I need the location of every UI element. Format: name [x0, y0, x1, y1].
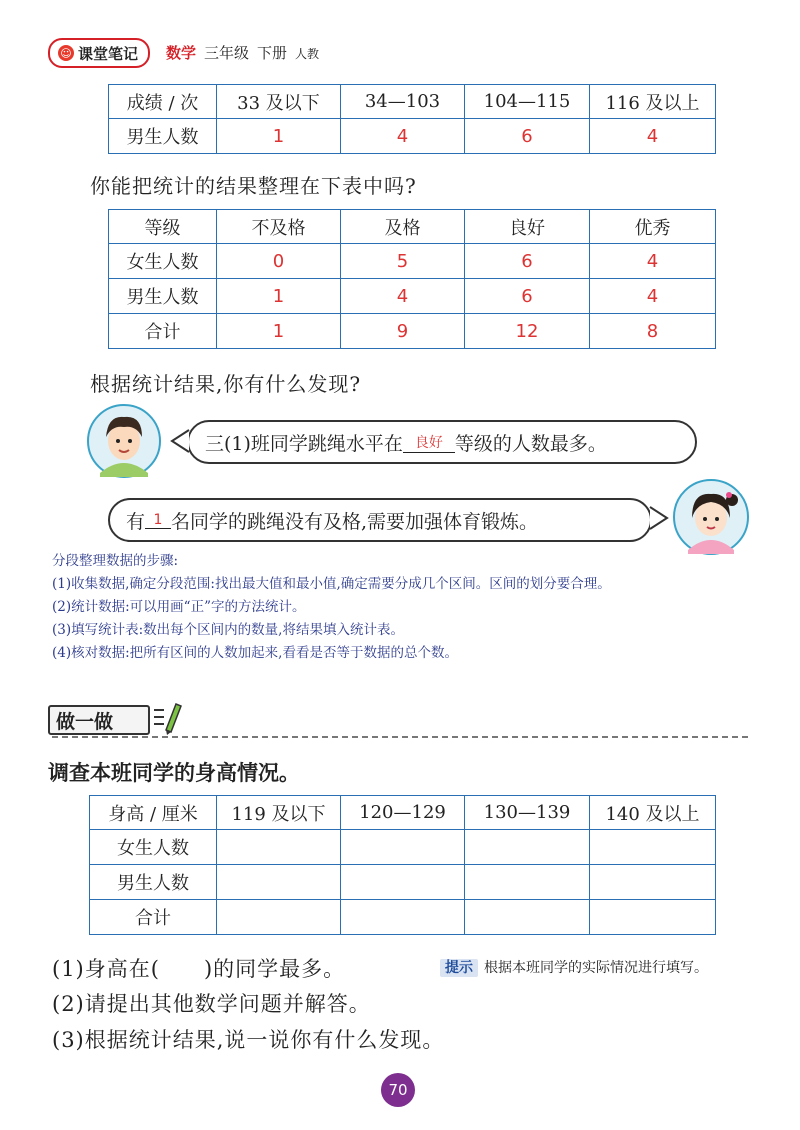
table-header-cell: 等级	[109, 210, 217, 244]
table-row	[90, 830, 716, 865]
empty-cell[interactable]	[465, 865, 590, 900]
table-header-cell: 身高 / 厘米	[90, 796, 217, 830]
question-organize: 你能把统计的结果整理在下表中吗?	[90, 174, 417, 198]
answer-cell: 4	[590, 279, 716, 314]
empty-cell[interactable]	[465, 830, 590, 865]
answer-cell: 1	[217, 314, 341, 349]
table-row	[109, 314, 716, 349]
answer-cell: 8	[590, 314, 716, 349]
answer-cell: 5	[341, 244, 465, 279]
table-row	[109, 244, 716, 279]
smiley-icon: ☺	[58, 45, 74, 61]
badge-label: 课堂笔记	[78, 44, 139, 63]
answer-cell: 12	[465, 314, 590, 349]
answer-cell: 6	[465, 119, 590, 154]
table-header-cell: 120—129	[341, 796, 465, 830]
table-header-cell: 119 及以下	[217, 796, 341, 830]
answer-cell: 4	[341, 119, 465, 154]
note-step: (3)填写统计表:数出每个区间内的数量,将结果填入统计表。	[52, 622, 404, 638]
empty-cell[interactable]	[590, 830, 716, 865]
table-header-cell: 优秀	[590, 210, 716, 244]
answer-cell: 1	[217, 119, 341, 154]
speech-bubble-girl	[108, 498, 652, 542]
empty-cell[interactable]	[590, 865, 716, 900]
row-label: 合计	[109, 314, 217, 349]
question-1: (1)身高在( )的同学最多。	[52, 957, 346, 981]
empty-cell[interactable]	[465, 900, 590, 935]
table-header-cell: 良好	[465, 210, 590, 244]
steps-notes	[52, 550, 754, 665]
boy-avatar	[86, 403, 162, 479]
table-row	[109, 210, 716, 244]
page-header	[166, 42, 319, 63]
empty-cell[interactable]	[217, 830, 341, 865]
answer-cell: 9	[341, 314, 465, 349]
table-header-cell: 成绩 / 次	[109, 85, 217, 119]
answer-cell: 6	[465, 244, 590, 279]
row-label: 女生人数	[109, 244, 217, 279]
grade-summary-table	[108, 209, 716, 349]
page-number: 70	[381, 1073, 415, 1107]
table-header-cell: 不及格	[217, 210, 341, 244]
scores-boys-table	[108, 84, 716, 154]
section-label	[48, 705, 150, 735]
empty-cell[interactable]	[590, 900, 716, 935]
grade: 三年级	[204, 44, 250, 62]
table-header-cell: 33 及以下	[217, 85, 341, 119]
table-row	[90, 865, 716, 900]
speech-bubble-boy	[187, 420, 697, 464]
bubble-tail-icon	[170, 428, 190, 454]
divider	[52, 736, 748, 738]
table-header-cell: 116 及以上	[590, 85, 716, 119]
empty-cell[interactable]	[217, 865, 341, 900]
task-title: 调查本班同学的身高情况。	[48, 761, 300, 785]
answer-blank: 1	[145, 512, 171, 529]
answer-cell: 4	[590, 119, 716, 154]
pencil-icon	[152, 700, 182, 736]
bubble-text: 名同学的跳绳没有及格,需要加强体育锻炼。	[171, 510, 539, 533]
row-label: 男生人数	[109, 119, 217, 154]
table-row	[90, 900, 716, 935]
answer-cell: 4	[590, 244, 716, 279]
table-row	[90, 796, 716, 830]
table-header-cell: 34—103	[341, 85, 465, 119]
bubble-text: 等级的人数最多。	[454, 432, 607, 455]
row-label: 合计	[90, 900, 217, 935]
volume: 下册	[257, 44, 288, 62]
question-3: (3)根据统计结果,说一说你有什么发现。	[52, 1028, 445, 1052]
table-row	[109, 279, 716, 314]
tip-text: 根据本班同学的实际情况进行填写。	[484, 960, 708, 976]
table-header-cell: 及格	[341, 210, 465, 244]
height-survey-table	[89, 795, 716, 935]
answer-cell: 1	[217, 279, 341, 314]
table-row	[109, 119, 716, 154]
section-label-text: 做一做	[56, 710, 114, 733]
empty-cell[interactable]	[217, 900, 341, 935]
tip-box	[440, 955, 720, 981]
bubble-text: 有	[126, 510, 146, 533]
answer-cell: 4	[341, 279, 465, 314]
answer-cell: 0	[217, 244, 341, 279]
row-label: 男生人数	[90, 865, 217, 900]
table-header-cell: 140 及以上	[590, 796, 716, 830]
row-label: 男生人数	[109, 279, 217, 314]
edition: 人教	[295, 47, 320, 61]
row-label: 女生人数	[90, 830, 217, 865]
table-row	[109, 85, 716, 119]
empty-cell[interactable]	[341, 830, 465, 865]
subject: 数学	[166, 44, 197, 62]
table-header-cell: 130—139	[465, 796, 590, 830]
notes-badge	[48, 38, 150, 68]
note-step: (2)统计数据:可以用画“正”字的方法统计。	[52, 599, 306, 615]
bubble-text: 三(1)班同学跳绳水平在	[205, 432, 403, 455]
table-header-cell: 104—115	[465, 85, 590, 119]
question-discovery: 根据统计结果,你有什么发现?	[90, 372, 362, 396]
note-step: (1)收集数据,确定分段范围:找出最大值和最小值,确定需要分成几个区间。区间的划分要合理。	[52, 576, 611, 592]
girl-avatar	[672, 478, 750, 556]
answer-blank: 良好	[403, 432, 455, 453]
answer-cell: 6	[465, 279, 590, 314]
empty-cell[interactable]	[341, 900, 465, 935]
bubble-tail-icon	[649, 505, 669, 531]
note-step: (4)核对数据:把所有区间的人数加起来,看看是否等于数据的总个数。	[52, 645, 458, 661]
empty-cell[interactable]	[341, 865, 465, 900]
tip-label: 提示	[440, 959, 478, 977]
notes-title: 分段整理数据的步骤:	[52, 553, 179, 569]
question-2: (2)请提出其他数学问题并解答。	[52, 992, 371, 1016]
